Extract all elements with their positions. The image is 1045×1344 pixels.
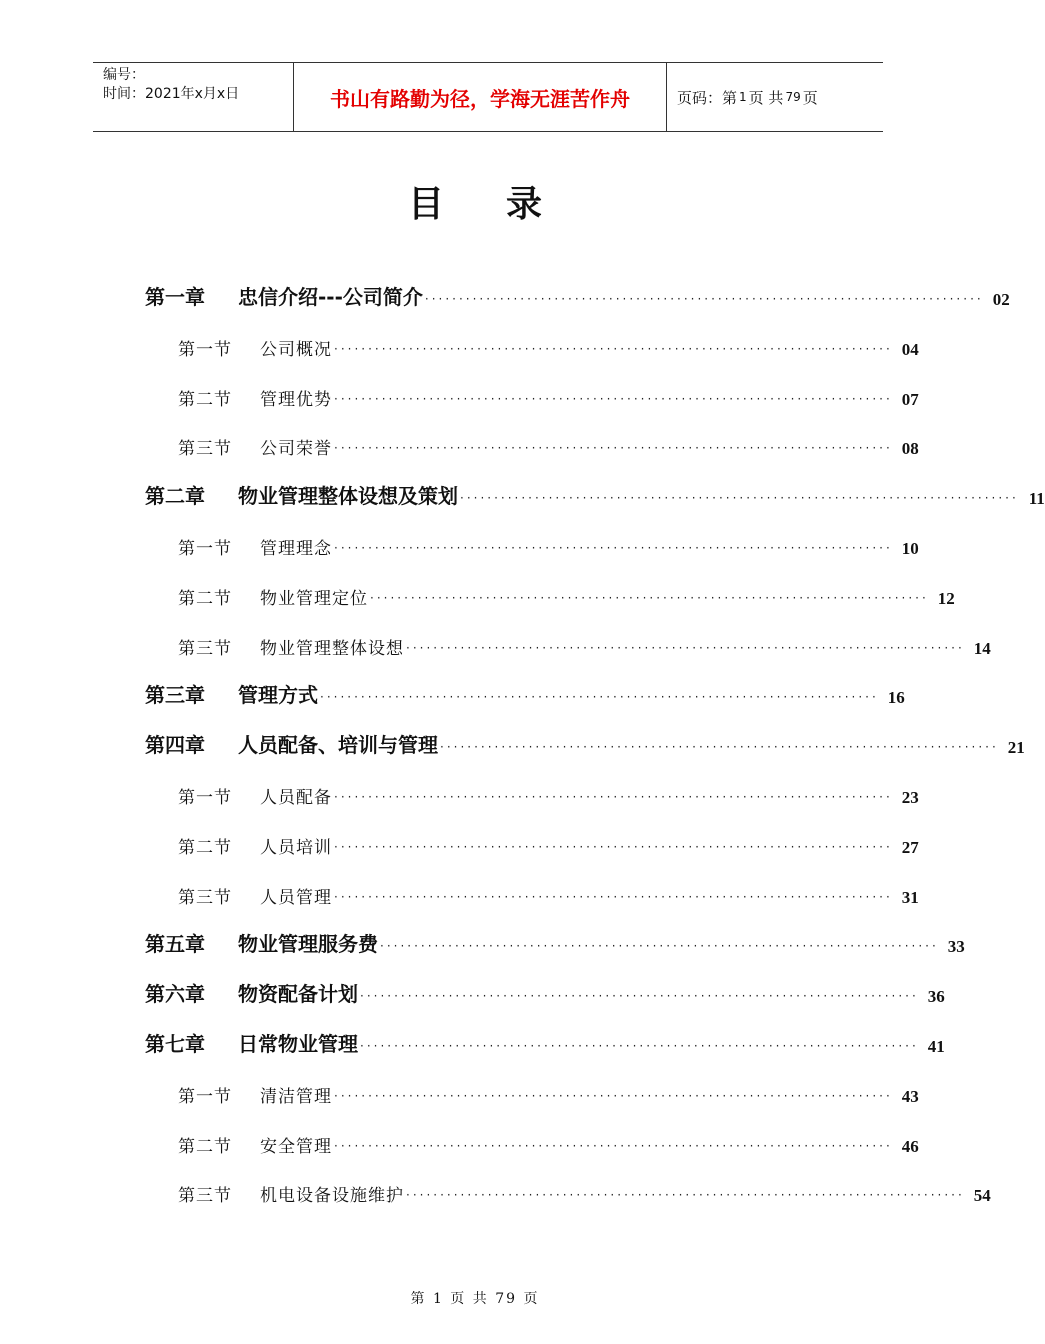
toc-entry-page: 23 (901, 788, 919, 807)
toc-entry-page: 11 (1028, 489, 1045, 508)
toc-entry-number: 第四章 (145, 733, 205, 757)
page-footer: 第 1 页 共 79 页 (410, 1291, 540, 1307)
toc-dot-leader: ·················································································· (334, 1089, 893, 1103)
header-motto: 书山有路勤为径，学海无涯苦作舟 (294, 63, 667, 131)
toc-dot-leader: ·················································································· (360, 989, 919, 1003)
toc-entry-page: 14 (973, 639, 991, 658)
toc-entry-title: 机电设备设施维护 (260, 1186, 404, 1206)
header-page-middle: 页 共 (748, 88, 784, 107)
toc-entry-chapter[interactable] (0, 678, 950, 708)
toc-entry-section[interactable] (0, 380, 950, 410)
toc-entry-page: 04 (901, 340, 919, 359)
toc-entry-title: 管理理念 (260, 539, 332, 559)
document-title: 目录 (407, 184, 604, 225)
toc-entry-page: 54 (973, 1186, 991, 1205)
toc-entry-section[interactable] (0, 1127, 950, 1157)
toc-entry-page: 31 (901, 888, 919, 907)
toc-entry-section[interactable] (0, 1176, 991, 1206)
toc-entry-title: 清洁管理 (260, 1087, 332, 1107)
toc-dot-leader: ·················································································· (334, 392, 893, 406)
toc-entry-page: 21 (1007, 738, 1025, 757)
header-time-label: 时间：2021年x月x日 (103, 86, 240, 102)
toc-entry-page: 08 (901, 439, 919, 458)
toc-entry-section[interactable] (0, 1077, 950, 1107)
toc-entry-number: 第二节 (178, 838, 232, 858)
toc-entry-title: 安全管理 (260, 1137, 332, 1157)
toc-entry-section[interactable] (0, 529, 950, 559)
toc-entry-section[interactable] (0, 629, 991, 659)
toc-entry-title: 忠信介绍---公司简介 (238, 285, 423, 309)
header-page-current: 1 (739, 90, 747, 104)
toc-entry-chapter[interactable] (0, 280, 1010, 310)
toc-entry-section[interactable] (0, 778, 950, 808)
header-page-prefix: 页码：第 (677, 88, 738, 107)
toc-entry-number: 第二节 (178, 1137, 232, 1157)
toc-entry-number: 第一节 (178, 788, 232, 808)
toc-dot-leader: ·················································································· (334, 840, 893, 854)
toc-entry-chapter[interactable] (0, 977, 950, 1007)
toc-entry-chapter[interactable] (0, 728, 1025, 758)
toc-entry-number: 第一节 (178, 539, 232, 559)
toc-entry-number: 第二章 (145, 484, 205, 508)
toc-entry-section[interactable] (0, 330, 950, 360)
header-page-total: 79 (785, 90, 801, 104)
header-number-label: 编号： (103, 67, 145, 83)
toc-entry-page: 07 (901, 390, 919, 409)
toc-dot-leader: ·················································································· (334, 890, 893, 904)
toc-dot-leader: ·················································································· (424, 292, 984, 306)
toc-entry-page: 43 (901, 1087, 919, 1106)
toc-dot-leader: ·················································································· (334, 541, 893, 555)
page-header (93, 62, 883, 132)
toc-dot-leader: ·················································································· (360, 1039, 919, 1053)
toc-entry-number: 第三节 (178, 1186, 232, 1206)
toc-entry-page: 27 (901, 838, 919, 857)
toc-entry-number: 第一节 (178, 1087, 232, 1107)
toc-entry-number: 第三节 (178, 888, 232, 908)
toc-dot-leader: ·················································································· (370, 591, 929, 605)
toc-entry-page: 16 (887, 688, 905, 707)
toc-entry-chapter[interactable] (0, 479, 1045, 509)
toc-entry-title: 管理优势 (260, 390, 332, 410)
toc-entry-page: 36 (927, 987, 945, 1006)
toc-dot-leader: ·················································································· (334, 1139, 893, 1153)
toc-dot-leader: ·················································································· (406, 641, 965, 655)
toc-entry-number: 第三节 (178, 439, 232, 459)
toc-dot-leader: ·················································································· (406, 1188, 965, 1202)
toc-entry-title: 公司荣誉 (260, 439, 332, 459)
toc-dot-leader: ·················································································· (334, 441, 893, 455)
header-page-suffix: 页 (802, 88, 818, 107)
header-page-info (667, 63, 883, 131)
toc-entry-chapter[interactable] (0, 927, 965, 957)
toc-entry-section[interactable] (0, 429, 950, 459)
toc-entry-number: 第三章 (145, 683, 205, 707)
toc-entry-number: 第三节 (178, 639, 232, 659)
toc-entry-section[interactable] (0, 828, 950, 858)
toc-entry-title: 公司概况 (260, 340, 332, 360)
toc-entry-page: 02 (992, 290, 1010, 309)
toc-dot-leader: ·················································································· (460, 491, 1019, 505)
toc-entry-number: 第二节 (178, 589, 232, 609)
toc-entry-number: 第一章 (145, 285, 205, 309)
toc-entry-number: 第六章 (145, 982, 205, 1006)
toc-entry-number: 第二节 (178, 390, 232, 410)
toc-entry-number: 第七章 (145, 1032, 205, 1056)
toc-entry-number: 第一节 (178, 340, 232, 360)
toc-entry-title: 物业管理服务费 (238, 932, 378, 956)
toc-entry-title: 人员培训 (260, 838, 332, 858)
toc-dot-leader: ·················································································· (334, 342, 893, 356)
toc-entry-title: 物业管理定位 (260, 589, 368, 609)
toc-dot-leader: ·················································································· (380, 939, 939, 953)
toc-dot-leader: ·················································································· (320, 690, 879, 704)
toc-entry-title: 人员配备、培训与管理 (238, 733, 438, 757)
toc-entry-page: 46 (901, 1137, 919, 1156)
toc-entry-page: 41 (927, 1037, 945, 1056)
toc-entry-page: 12 (937, 589, 955, 608)
toc-entry-page: 10 (901, 539, 919, 558)
toc-entry-title: 人员配备 (260, 788, 332, 808)
toc-entry-title: 物业管理整体设想 (260, 639, 404, 659)
toc-entry-section[interactable] (0, 878, 950, 908)
toc-entry-title: 日常物业管理 (238, 1032, 358, 1056)
toc-dot-leader: ·················································································· (440, 740, 999, 754)
toc-entry-chapter[interactable] (0, 1027, 950, 1057)
toc-entry-title: 管理方式 (238, 683, 318, 707)
toc-entry-title: 物业管理整体设想及策划 (238, 484, 458, 508)
toc-dot-leader: ·················································································· (334, 790, 893, 804)
toc-entry-title: 人员管理 (260, 888, 332, 908)
toc-entry-page: 33 (947, 937, 965, 956)
toc-entry-section[interactable] (0, 579, 955, 609)
header-meta (93, 63, 294, 131)
toc-entry-title: 物资配备计划 (238, 982, 358, 1006)
toc-entry-number: 第五章 (145, 932, 205, 956)
